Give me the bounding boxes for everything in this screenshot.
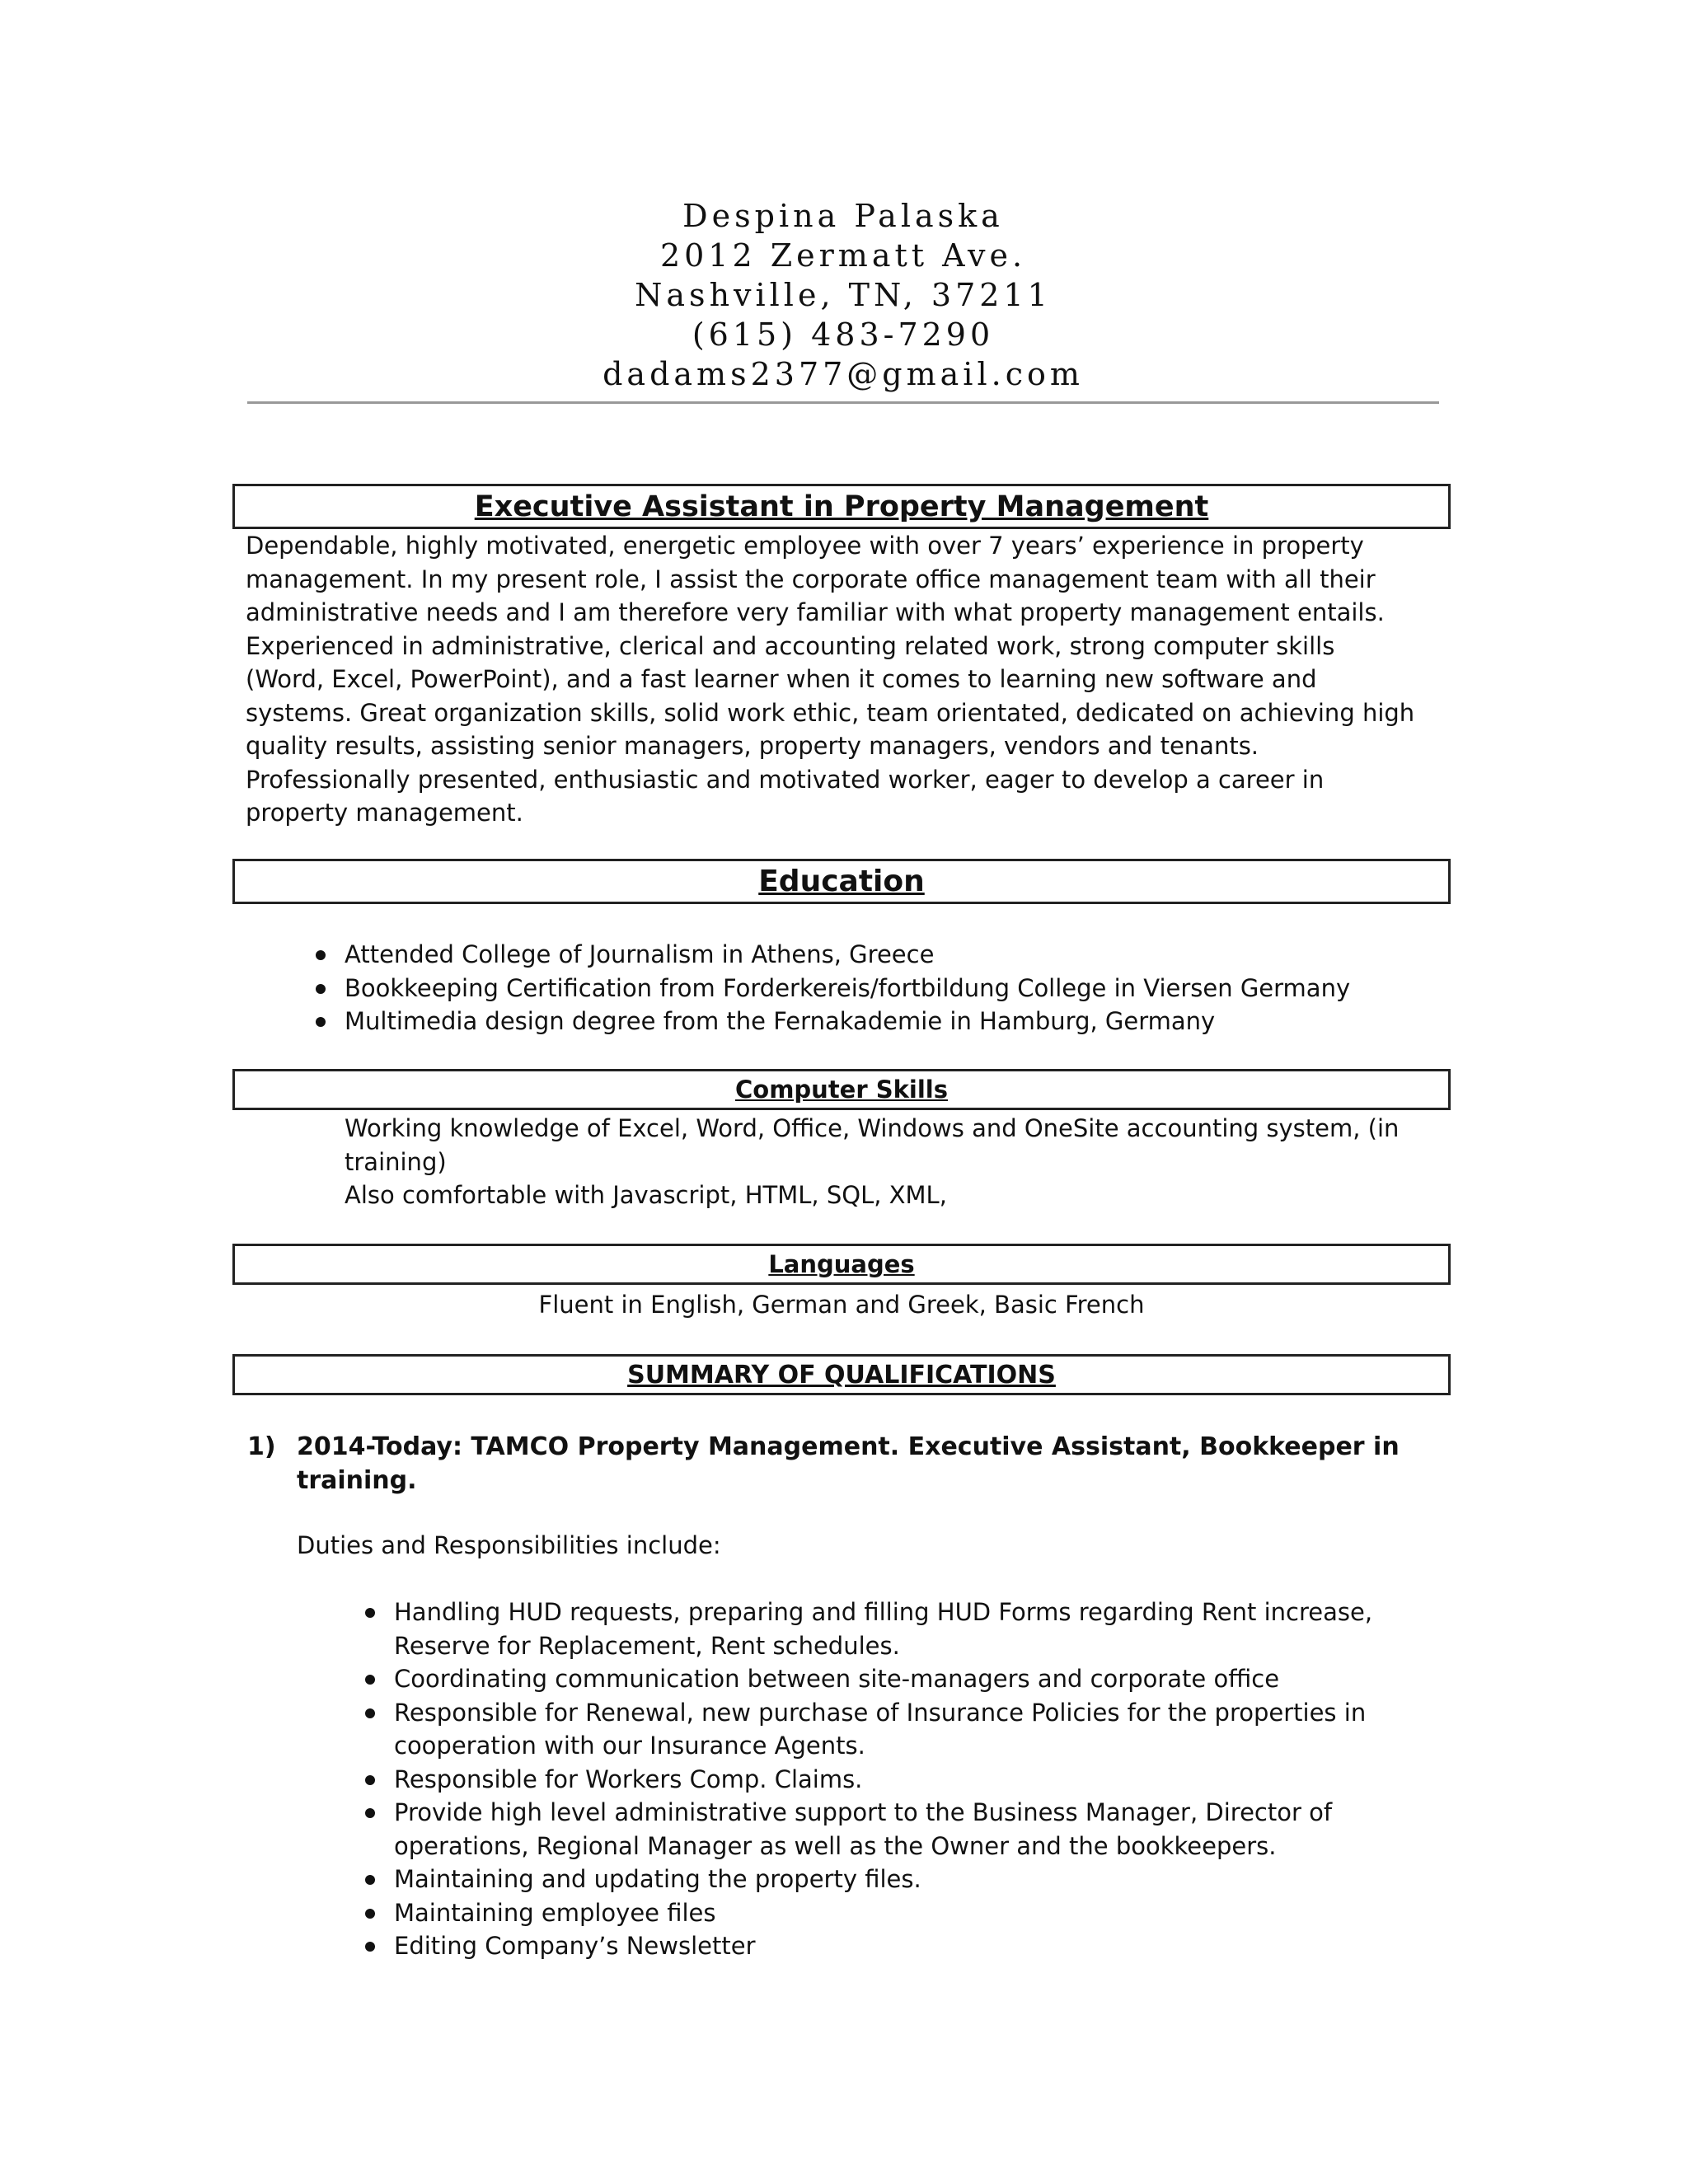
objective-line: quality results, assisting senior managers, property managers, vendors and tenants. xyxy=(246,732,1259,760)
languages-heading-box xyxy=(232,1244,1451,1285)
duties-list xyxy=(394,1596,1372,1963)
bullet-icon xyxy=(316,950,326,960)
email-address: dadams2377@gmail.com xyxy=(603,356,1084,392)
summary-heading-box xyxy=(232,1354,1451,1395)
languages-heading: Languages xyxy=(768,1250,915,1278)
objective-line: management. In my present role, I assist the corporate office management team with all their xyxy=(246,565,1376,593)
objective-line: (Word, Excel, PowerPoint), and a fast learner when it comes to learning new software and xyxy=(246,665,1317,693)
objective-heading-box xyxy=(232,484,1451,529)
list-item: Bookkeeping Certification from Forderkereis/fortbildung College in Viersen Germany xyxy=(345,972,1350,1005)
list-item: Responsible for Workers Comp. Claims. xyxy=(394,1763,1372,1797)
education-heading: Education xyxy=(758,865,925,898)
computer-skills-line: Also comfortable with Javascript, HTML, SQL, XML, xyxy=(345,1181,947,1209)
phone-number: (615) 483-7290 xyxy=(692,316,995,353)
objective-line: Dependable, highly motivated, energetic employee with over 7 years’ experience in property xyxy=(246,532,1364,560)
list-item: Coordinating communication between site-managers and corporate office xyxy=(394,1662,1372,1696)
list-item: Editing Company’s Newsletter xyxy=(394,1929,1372,1963)
list-item: Provide high level administrative support to the Business Manager, Director of operations, Regional Manager as well as the Owner and the bookkeepers. xyxy=(394,1796,1372,1863)
objective-line: Experienced in administrative, clerical and accounting related work, strong computer skills xyxy=(246,631,1335,660)
duties-label: Duties and Responsibilities include: xyxy=(297,1531,721,1559)
bullet-icon xyxy=(365,1675,375,1685)
bullet-icon xyxy=(365,1808,375,1818)
bullet-icon xyxy=(316,984,326,994)
education-heading-box xyxy=(232,859,1451,904)
list-item: Maintaining employee files xyxy=(394,1896,1372,1930)
bullet-icon xyxy=(365,1909,375,1919)
bullet-icon xyxy=(365,1708,375,1718)
objective-paragraph xyxy=(246,529,1414,830)
bullet-icon xyxy=(365,1942,375,1952)
computer-skills-line: Working knowledge of Excel, Word, Office, Windows and OneSite accounting system, (in xyxy=(345,1114,1400,1142)
objective-line: property management. xyxy=(246,799,523,827)
job-number: 1) xyxy=(247,1432,276,1461)
computer-skills-line: training) xyxy=(345,1147,447,1176)
job-title-line-1: 2014-Today: TAMCO Property Management. Executive Assistant, Bookkeeper in xyxy=(297,1432,1400,1461)
objective-line: Professionally presented, enthusiastic and motivated worker, eager to develop a career in xyxy=(246,765,1325,794)
list-item: Attended College of Journalism in Athens, Greece xyxy=(345,938,1350,972)
applicant-name: Despina Palaska xyxy=(682,198,1004,234)
list-item: Multimedia design degree from the Fernakademie in Hamburg, Germany xyxy=(345,1005,1350,1038)
list-item: Maintaining and updating the property files. xyxy=(394,1863,1372,1896)
bullet-icon xyxy=(316,1017,326,1027)
objective-heading: Executive Assistant in Property Management xyxy=(474,490,1209,523)
education-list xyxy=(345,938,1350,1038)
city-state-zip: Nashville, TN, 37211 xyxy=(635,277,1052,313)
summary-heading: SUMMARY OF QUALIFICATIONS xyxy=(627,1360,1056,1390)
bullet-icon xyxy=(365,1875,375,1885)
header-divider xyxy=(247,401,1439,404)
job-title-line-2: training. xyxy=(297,1466,417,1495)
languages-text: Fluent in English, German and Greek, Basic French xyxy=(538,1291,1145,1319)
bullet-icon xyxy=(365,1775,375,1785)
objective-line: administrative needs and I am therefore very familiar with what property management entails. xyxy=(246,598,1385,626)
list-item: Handling HUD requests, preparing and filling HUD Forms regarding Rent increase, Reserve for Replacement, Rent schedules. xyxy=(394,1596,1372,1662)
list-item: Responsible for Renewal, new purchase of Insurance Policies for the properties in cooperation with our Insurance Agents. xyxy=(394,1696,1372,1763)
bullet-icon xyxy=(365,1608,375,1618)
contact-header xyxy=(247,196,1439,394)
computer-skills-heading: Computer Skills xyxy=(734,1076,948,1104)
computer-skills-heading-box xyxy=(232,1069,1451,1110)
objective-line: systems. Great organization skills, solid work ethic, team orientated, dedicated on achieving high xyxy=(246,698,1415,727)
street-address: 2012 Zermatt Ave. xyxy=(659,237,1027,274)
computer-skills-text xyxy=(345,1112,1399,1212)
